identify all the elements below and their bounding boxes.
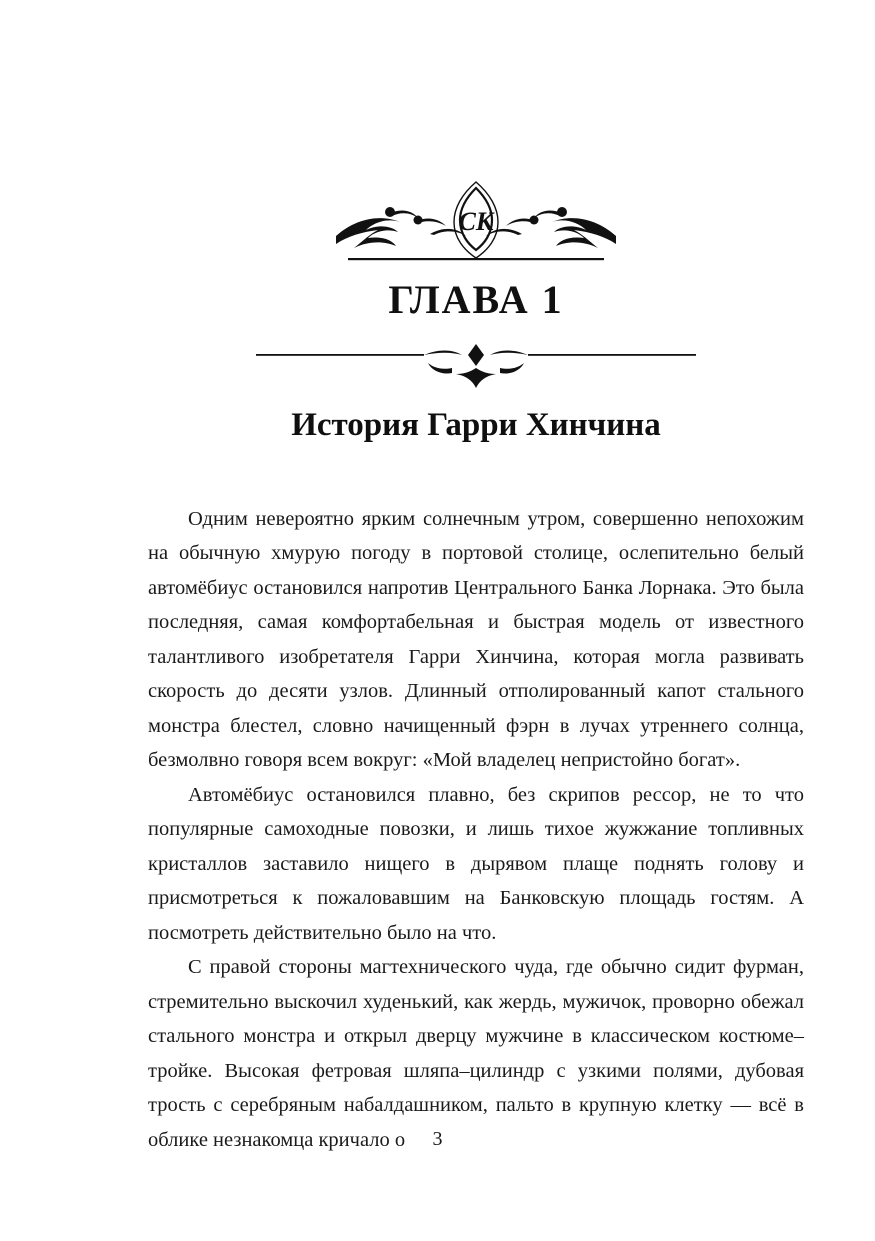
chapter-number: ГЛАВА 1: [388, 277, 564, 322]
paragraph: С правой стороны магтехнического чуда, где обычно сидит фурман, стремительно выскочил худенький, как жердь, мужичок, проворно обежал стального монстра и открыл дверцу мужчине в классическом костюме–тройке. Высокая фетровая шляпа–цилиндр с узкими полями, дубовая трость с серебряным набалдашником, пальто в крупную клетку — всё в облике незнакомца кричало о: [148, 956, 804, 1151]
page-content: [148, 0, 804, 1241]
chapter-title: История Гарри Хинчина: [291, 407, 661, 443]
body-text: [148, 502, 804, 1158]
page-number: 3: [432, 1128, 443, 1150]
divider-ornament: [148, 338, 804, 394]
paragraph: Автомёбиус остановился плавно, без скрипов рессор, не то что популярные самоходные повозки, и лишь тихое жужжание топливных кристаллов заставило нищего в дырявом плаще поднять голову и присмотреться к пожаловавшим на Банковскую площадь гостям. А посмотреть действительно было на что.: [148, 783, 804, 944]
header-ornament: [148, 178, 804, 270]
svg-text:СК: СК: [458, 207, 494, 236]
paragraph: Одним невероятно ярким солнечным утром, совершенно непохожим на обычную хмурую погоду в портовой столице, ослепительно белый автомёбиус остановился напротив Центрального Банка Лорнака. Это была последняя, самая комфортабельная и быстрая модель от известного талантливого изобретателя Гарри Хинчина, которая могла развивать скорость до десяти узлов. Длинный отполированный капот стального монстра блестел, словно начищенный фэрн в лучах утреннего солнца, безмолвно говоря всем вокруг: «Мой владелец непристойно богат».: [148, 507, 804, 772]
